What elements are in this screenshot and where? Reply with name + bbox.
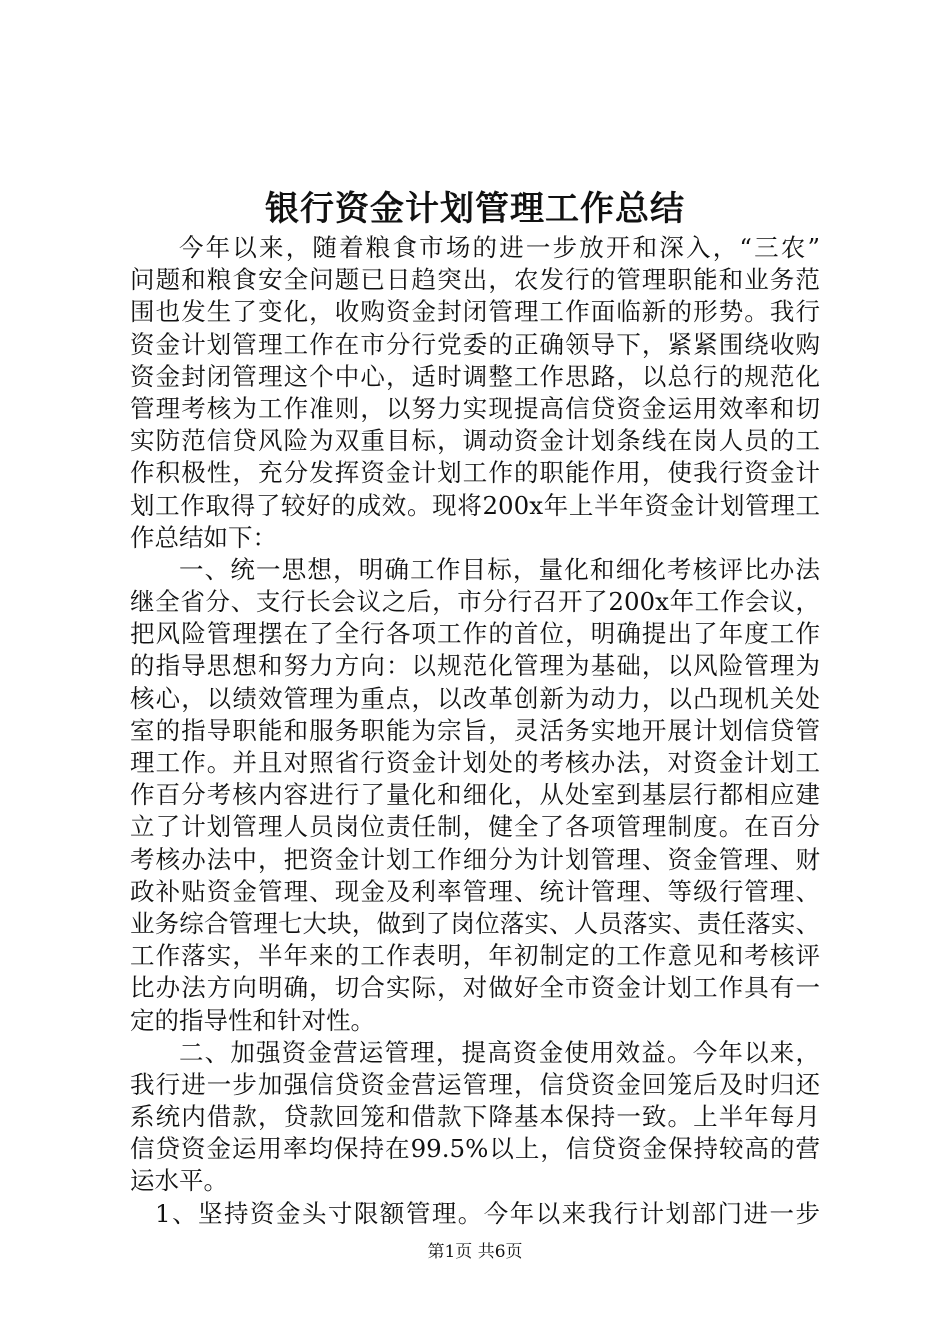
- body-line: 系统内借款，贷款回笼和借款下降基本保持一致。上半年每月: [130, 1102, 820, 1132]
- body-line: 政补贴资金管理、现金及利率管理、统计管理、等级行管理、: [130, 876, 820, 906]
- body-line: 定的指导性和针对性。: [130, 1005, 375, 1035]
- body-line: 我行进一步加强信贷资金营运管理，信贷资金回笼后及时归还: [130, 1069, 820, 1099]
- body-line: 把风险管理摆在了全行各项工作的首位，明确提出了年度工作: [130, 619, 820, 649]
- body-line: 继全省分、支行长会议之后，市分行召开了200x年工作会议，: [130, 587, 820, 617]
- body-line: 理工作。并且对照省行资金计划处的考核办法，对资金计划工: [130, 748, 820, 777]
- body-line: 工作落实，半年来的工作表明，年初制定的工作意见和考核评: [130, 941, 820, 971]
- page-number-footer: 第1页 共6页: [427, 1242, 523, 1262]
- body-line: 作总结如下：: [130, 522, 277, 552]
- body-line: 信贷资金运用率均保持在99.5%以上，信贷资金保持较高的营: [130, 1134, 820, 1164]
- section-heading-line: 二、加强资金营运管理，提高资金使用效益。今年以来，: [179, 1037, 820, 1067]
- document-body: [130, 232, 820, 1230]
- section-heading-line: 一、统一思想，明确工作目标，量化和细化考核评比办法: [179, 554, 820, 584]
- body-line: 管理考核为工作准则，以努力实现提高信贷资金运用效率和切: [130, 393, 820, 423]
- document-title: 银行资金计划管理工作总结: [265, 189, 685, 229]
- body-line: 问题和粮食安全问题已日趋突出，农发行的管理职能和业务范: [130, 265, 820, 295]
- body-line: 作积极性，充分发挥资金计划工作的职能作用，使我行资金计: [130, 458, 820, 488]
- body-line: 室的指导职能和服务职能为宗旨，灵活务实地开展计划信贷管: [130, 715, 820, 745]
- body-line: 今年以来，随着粮食市场的进一步放开和深入，“三农”: [179, 233, 820, 262]
- body-line: 实防范信贷风险为双重目标，调动资金计划条线在岗人员的工: [130, 426, 820, 456]
- body-line: 运水平。: [130, 1166, 228, 1196]
- body-line: 考核办法中，把资金计划工作细分为计划管理、资金管理、财: [130, 844, 820, 874]
- body-line: 比办法方向明确，切合实际，对做好全市资金计划工作具有一: [130, 973, 820, 1003]
- body-line: 立了计划管理人员岗位责任制，健全了各项管理制度。在百分: [130, 812, 820, 842]
- body-line: 核心，以绩效管理为重点，以改革创新为动力，以凸现机关处: [130, 683, 820, 713]
- body-line: 的指导思想和努力方向：以规范化管理为基础，以风险管理为: [130, 651, 820, 681]
- body-line: 划工作取得了较好的成效。现将200x年上半年资金计划管理工: [130, 490, 820, 520]
- body-line: 业务综合管理七大块，做到了岗位落实、人员落实、责任落实、: [130, 908, 820, 938]
- body-line: 作百分考核内容进行了量化和细化，从处室到基层行都相应建: [130, 780, 820, 810]
- body-line: 资金封闭管理这个中心，适时调整工作思路，以总行的规范化: [130, 361, 820, 391]
- body-line: 资金计划管理工作在市分行党委的正确领导下，紧紧围绕收购: [130, 329, 820, 359]
- subsection-heading-line: 1、坚持资金头寸限额管理。今年以来我行计划部门进一步: [155, 1198, 820, 1228]
- body-line: 围也发生了变化，收购资金封闭管理工作面临新的形势。我行: [130, 297, 820, 327]
